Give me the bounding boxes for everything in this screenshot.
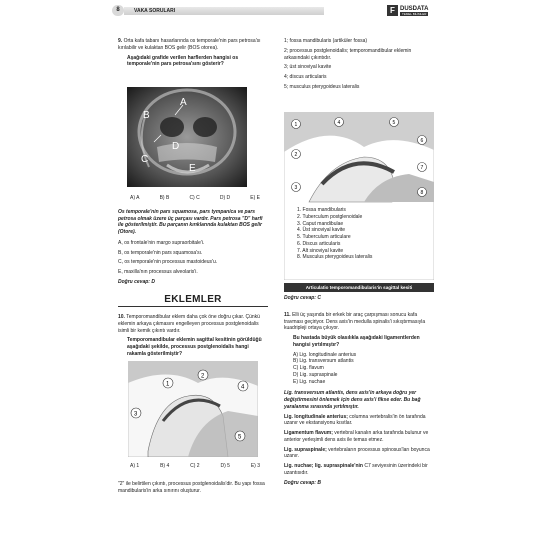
page-number: 8	[112, 5, 124, 16]
xray-label-c: C	[141, 154, 149, 165]
answer-q10: Doğru cevap: C	[284, 295, 321, 301]
skull-xray-image	[127, 87, 247, 187]
right-column	[284, 38, 434, 94]
diagram-label-3: 3	[134, 411, 138, 417]
option-e[interactable]: E) Lig. nuchae	[293, 378, 326, 385]
structure-note-1: 1; fossa mandibularis (artiküler fossa)	[284, 38, 368, 44]
answer-options-q11	[284, 352, 434, 386]
option-d[interactable]: D) 5	[220, 463, 230, 470]
explanation-q9: Os temporale'nin pars squamosa, pars tympanica ve pars petrosa olmak üzere üç parçası vardır. Pars petrosa "D" harfi ile gösterilmiştir. Bu parçanın kırıklarında kulaktan BOS gelir (Otore).	[118, 208, 263, 235]
note-ligament-1: Lig. longitudinale anterius; columna vertebralis'in ön tarafında uzanır ve ekstansiyonu kısıtlar.	[284, 413, 426, 427]
figure-caption: Articulatio temporomandibularis'in sagittal kesiti	[284, 283, 434, 292]
option-d[interactable]: D) Lig. supraspinale	[293, 371, 338, 378]
option-e[interactable]: E) E	[250, 195, 260, 201]
left-column	[118, 38, 268, 71]
right-column-lower	[284, 295, 434, 489]
diagram-legend	[297, 207, 417, 261]
legend-item: 4. Üst sinoviyal kavite	[297, 227, 346, 234]
diagram-number-4: 4	[337, 120, 341, 126]
diagram-number-3: 3	[294, 185, 298, 191]
option-b[interactable]: B) B	[159, 195, 170, 201]
answer-q11: Doğru cevap: B	[284, 479, 321, 486]
note-a: A, os frontale'nin margo supraorbitale'i.	[118, 239, 205, 246]
diagram-number-5: 5	[392, 120, 396, 126]
note-c: C, os temporale'nin processus mastoideus'u.	[118, 259, 218, 266]
structure-note-3: 3; üst sinoviyal kavite	[284, 64, 332, 71]
legend-item: 2. Tuberculum postglenoidale	[297, 213, 363, 220]
legend-item: 5. Tuberculum articulare	[297, 234, 351, 240]
question-stem: Orta kafa tabanı hasarlarında os temporale'nin pars petrosa'sı kırılabilir ve kulaktan BOS gelir (BOS otorea).	[118, 38, 261, 51]
option-c[interactable]: C) 2	[190, 463, 200, 470]
section-rule	[118, 306, 268, 307]
diagram-label-2: 2	[201, 373, 205, 379]
diagram-label-1: 1	[166, 381, 170, 387]
logo-word: DUSDATA	[400, 6, 429, 12]
legend-item: 8. Musculus pterygoideus lateralis	[297, 254, 373, 261]
note-e: E, maxilla'nın processus alveolaris'i.	[118, 269, 198, 275]
question-stem: Temporomandibular eklem daha çok öne doğru çıkar. Çünkü eklemin arkaya çıkmasını engelleyen processus postglenoidalis isimli bir kemik çıkıntı vardır.	[118, 314, 260, 334]
legend-item: 6. Discus articularis	[297, 240, 341, 247]
option-a[interactable]: A) 1	[130, 463, 140, 470]
legend-item: 1. Fossa mandibularis	[297, 207, 346, 213]
left-column-lower	[118, 192, 268, 498]
legend-item: 3. Caput mandibulae	[297, 220, 344, 227]
note-ligament-4: Lig. nuchae; lig. supraspinale'nin C7 seviyesinin üzerindeki bir uzantısıdır.	[284, 463, 428, 476]
section-title: EKLEMLER	[118, 293, 268, 307]
option-a[interactable]: A) Lig. longitudinale anterius	[293, 351, 357, 358]
xray-label-b: B	[143, 110, 150, 121]
note-b: B, os temporale'nin pars squamosa'sı.	[118, 249, 203, 256]
explanation-q11: Lig. transversum atlantis, dens axis'in arkaya doğru yer değiştirmesini önlemek için dens axis'i fikse eder. Bu bağ yaralanma sırasında yırtılmıştır.	[284, 390, 421, 410]
question-prompt: Temporomandibular eklemin sagittal kesitinin görüldüğü aşağıdaki şekilde, processus postglenoidalis hangi rakamla gösterilmiştir?	[127, 337, 262, 357]
diagram-number-7: 7	[420, 165, 424, 171]
diagram-number-2: 2	[294, 152, 298, 158]
xray-label-e: E	[189, 163, 196, 174]
diagram-number-6: 6	[420, 138, 424, 144]
question-10	[118, 314, 268, 334]
answer-options-q10	[118, 459, 268, 473]
section-bar: VAKA SORULARI	[124, 7, 324, 15]
option-e[interactable]: E) 3	[250, 463, 260, 470]
answer-options-q9	[118, 192, 268, 205]
option-a[interactable]: A) A	[130, 195, 140, 201]
option-b[interactable]: B) Lig. transversum atlantis	[293, 358, 354, 365]
publisher-logo	[387, 5, 442, 20]
xray-label-a: A	[180, 97, 187, 108]
answer-q9: Doğru cevap: D	[118, 278, 155, 285]
explanation-q10: "2" ile belirtilen çıkıntı, processus postglenoidalis'dir. Bu yapı fossa mandibularis'in arka sınırını oluşturur.	[118, 481, 265, 494]
tmj-diagram-small	[128, 361, 258, 457]
option-c[interactable]: C) Lig. flavum	[293, 365, 324, 371]
option-d[interactable]: D) D	[219, 195, 231, 201]
question-stem: Elli üç yaşında bir erkek bir araç çarpışması sonucu kafa travması geçiriyor. Dens axis'in medulla spinalis'i sıkıştırmasıyla kuadripleji ortaya çıkıyor.	[284, 311, 426, 332]
logo-subtitle: TEMEL BİLİMLER	[402, 12, 427, 16]
question-11	[284, 312, 434, 332]
note-ligament-3: Lig. supraspinale; vertebraların processus spinosus'ları boyunca uzanır.	[284, 446, 430, 460]
xray-label-d: D	[172, 141, 180, 152]
question-number: 9.	[118, 38, 123, 44]
structure-note-2: 2; processus postglenoidalis; temporomandibular eklemin arkasındaki çıkıntıdır.	[284, 47, 412, 61]
legend-item: 7. Alt sinoviyal kavite	[297, 247, 344, 254]
option-c[interactable]: C) C	[189, 195, 200, 201]
option-b[interactable]: B) 4	[160, 463, 170, 470]
question-prompt: Aşağıdaki grafide verilen harflerden hangisi os temporale'nin pars petrosa'sını gösterir?	[127, 54, 239, 68]
note-ligament-2: Ligamentum flavum; vertebral kanalın arka tarafında bulunur ve anterior yerleşimli dens axis ile temas etmez.	[284, 430, 429, 443]
question-9	[118, 38, 268, 52]
diagram-label-4: 4	[241, 384, 245, 390]
diagram-number-8: 8	[420, 190, 424, 196]
page-header	[112, 5, 442, 16]
question-number: 10.	[118, 314, 125, 320]
diagram-label-5: 5	[238, 434, 242, 440]
structure-note-4: 4; discus articularis	[284, 74, 327, 80]
question-number: 11.	[284, 311, 291, 318]
logo-mark: F	[387, 5, 398, 16]
diagram-number-1: 1	[294, 122, 298, 128]
structure-note-5: 5; musculus pterygoideus lateralis	[284, 83, 360, 90]
question-prompt: Bu hastada büyük olasılıkla aşağıdaki ligamentlerden hangisi yırtılmıştır?	[293, 335, 420, 348]
